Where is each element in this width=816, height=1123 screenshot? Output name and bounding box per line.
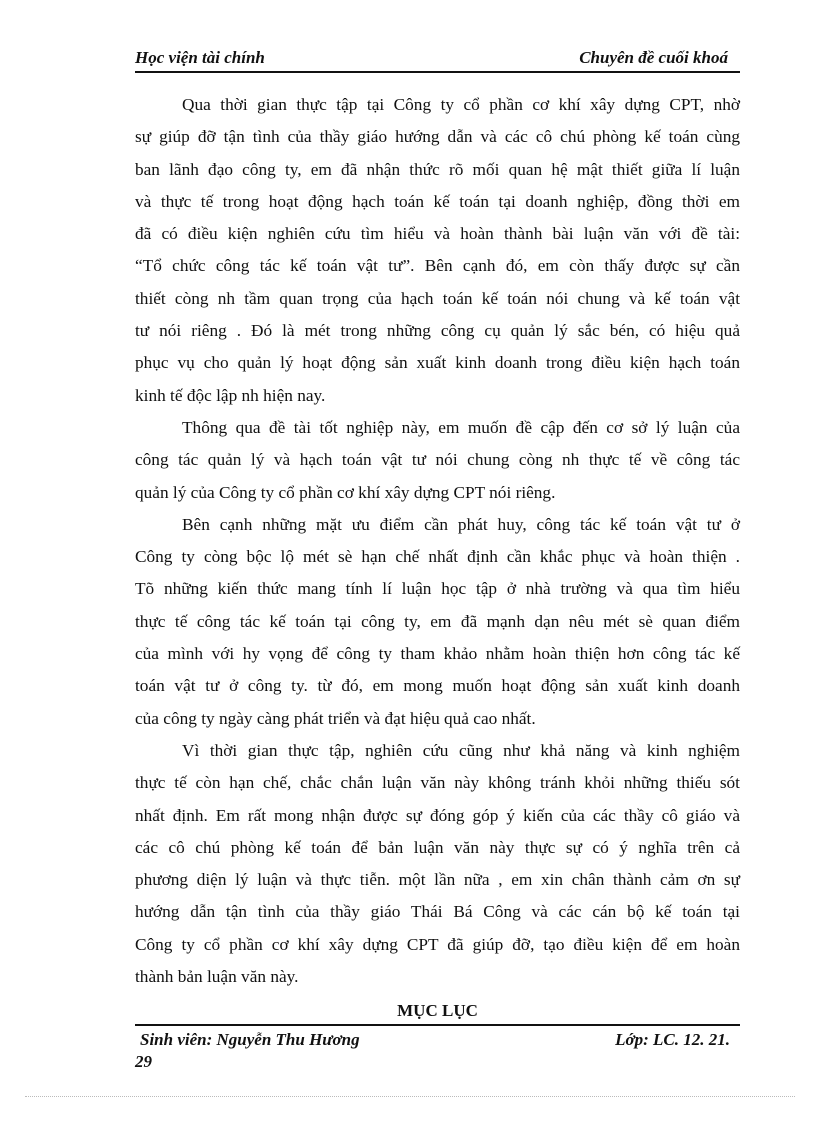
paragraph xyxy=(135,735,740,993)
document-body xyxy=(135,89,740,1028)
text-line: và thực tế trong hoạt động hạch toán kế toán tại doanh nghiệp, đồng thời em xyxy=(135,191,740,211)
text-line: Công ty còng bộc lộ mét sè hạn chế nhất định cần khắc phục và hoàn thiện . xyxy=(135,547,740,567)
text-line: nhất định. Em rất mong nhận được sự đóng góp ý kiến của các thầy cô giáo và xyxy=(135,805,740,825)
text-line: Qua thời gian thực tập tại Công ty cổ phần cơ khí xây dựng CPT, nhờ xyxy=(182,95,740,114)
text-line: Tõ những kiến thức mang tính lí luận học tập ở nhà trường và qua tìm hiểu xyxy=(135,579,740,599)
section-title: MỤC LỤC xyxy=(397,1001,478,1021)
text-line: thực tế còn hạn chế, chắc chắn luận văn này không tránh khỏi những thiếu sót xyxy=(135,773,740,793)
paragraph xyxy=(135,412,740,509)
paragraph xyxy=(135,89,740,412)
text-line: toán vật tư ở công ty. từ đó, em mong muốn hoạt động sản xuất kinh doanh xyxy=(135,676,740,696)
paragraph xyxy=(135,509,740,735)
text-line: hướng dẫn tận tình của thầy giáo Thái Bá Công và các cán bộ kế toán tại xyxy=(135,902,740,922)
text-line: thực tế công tác kế toán tại công ty, em đã mạnh dạn nêu mét sè quan điểm xyxy=(135,611,740,631)
header-rule xyxy=(135,71,740,73)
text-line: “Tổ chức công tác kế toán vật tư”. Bên cạnh đó, em còn thấy được sự cần xyxy=(135,256,740,276)
text-line: đã có điều kiện nghiên cứu tìm hiểu và hoàn thành bài luận văn với đề tài: xyxy=(135,224,740,244)
footer-class: Lớp: LC. 12. 21. xyxy=(615,1030,730,1049)
text-line: thành bản luận văn này. xyxy=(135,967,299,987)
text-line: Bên cạnh những mặt ưu điểm cần phát huy, công tác kế toán vật tư ở xyxy=(182,514,740,534)
footer-rule xyxy=(135,1024,740,1026)
header-report-type: Chuyên đề cuối khoá xyxy=(579,48,728,67)
text-line: Vì thời gian thực tập, nghiên cứu cũng như khả năng và kinh nghiệm xyxy=(182,740,740,760)
text-line: phương diện lý luận và thực tiễn. một lần nữa , em xin chân thành cảm ơn sự xyxy=(135,870,740,890)
text-line: quản lý của Công ty cổ phần cơ khí xây dựng CPT nói riêng. xyxy=(135,482,556,502)
footer-student: Sinh viên: Nguyễn Thu Hương xyxy=(140,1030,360,1049)
text-line: ban lãnh đạo công ty, em đã nhận thức rõ mối quan hệ mật thiết giữa lí luận xyxy=(135,159,740,179)
text-line: thiết còng nh tầm quan trọng của hạch toán kế toán nói chung và kế toán vật xyxy=(135,288,740,308)
text-line: sự giúp đỡ tận tình của thầy giáo hướng dẫn và các cô chú phòng kế toán cùng xyxy=(135,127,740,147)
text-line: của công ty ngày càng phát triển và đạt hiệu quả cao nhất. xyxy=(135,708,536,728)
header-institution: Học viện tài chính xyxy=(135,48,265,67)
text-line: Thông qua đề tài tốt nghiệp này, em muốn đề cập đến cơ sở lý luận của xyxy=(182,417,740,437)
text-line: các cô chú phòng kế toán để bản luận văn này thực sự có ý nghĩa trên cả xyxy=(135,837,740,857)
text-line: tư nói riêng . Đó là mét trong những công cụ quản lý sắc bén, có hiệu quả xyxy=(135,321,740,341)
text-line: Công ty cổ phần cơ khí xây dựng CPT đã giúp đỡ, tạo điều kiện để em hoàn xyxy=(135,934,740,954)
text-line: kinh tế độc lập nh hiện nay. xyxy=(135,385,326,405)
page-header xyxy=(135,48,740,70)
page-number: 29 xyxy=(135,1052,152,1071)
text-line: phục vụ cho quản lý hoạt động sản xuất kinh doanh trong điều kiện hạch toán xyxy=(135,353,740,373)
text-line: của mình với hy vọng để công ty tham khảo nhằm hoàn thiện hơn công tác kế xyxy=(135,644,740,664)
text-line: công tác quản lý và hạch toán vật tư nói chung còng nh thực tế về công tác xyxy=(135,450,740,470)
page-boundary xyxy=(25,1096,795,1097)
